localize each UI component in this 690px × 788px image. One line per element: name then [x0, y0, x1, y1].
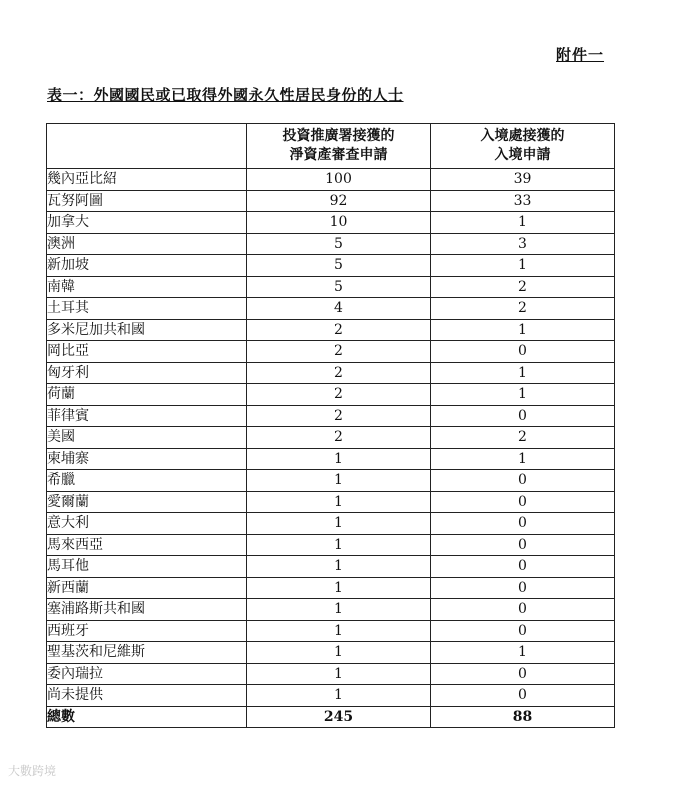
total-investhk: 245	[247, 706, 431, 728]
country-cell: 馬來西亞	[47, 534, 247, 556]
investhk-count-cell: 5	[247, 276, 431, 298]
table-row	[47, 233, 615, 255]
investhk-count-cell: 2	[247, 427, 431, 449]
immd-count-cell: 2	[431, 298, 615, 320]
country-cell: 希臘	[47, 470, 247, 492]
immd-count-cell: 0	[431, 599, 615, 621]
country-cell: 塞浦路斯共和國	[47, 599, 247, 621]
country-cell: 南韓	[47, 276, 247, 298]
immd-count-cell: 1	[431, 642, 615, 664]
total-immd: 88	[431, 706, 615, 728]
country-cell: 新西蘭	[47, 577, 247, 599]
table-row	[47, 556, 615, 578]
country-cell: 多米尼加共和國	[47, 319, 247, 341]
country-cell: 美國	[47, 427, 247, 449]
investhk-count-cell: 1	[247, 685, 431, 707]
country-cell: 尚未提供	[47, 685, 247, 707]
immd-count-cell: 1	[431, 212, 615, 234]
country-cell: 幾內亞比紹	[47, 169, 247, 191]
investhk-count-cell: 1	[247, 491, 431, 513]
country-column-header	[47, 124, 247, 169]
country-cell: 荷蘭	[47, 384, 247, 406]
table-row	[47, 513, 615, 535]
table-row	[47, 470, 615, 492]
table-title: 表一：外國國民或已取得外國永久性居民身份的人士	[47, 86, 404, 104]
immd-count-cell: 33	[431, 190, 615, 212]
immd-count-cell: 1	[431, 448, 615, 470]
table-row	[47, 384, 615, 406]
table-row	[47, 255, 615, 277]
investhk-count-cell: 1	[247, 534, 431, 556]
table-row	[47, 491, 615, 513]
investhk-count-cell: 1	[247, 620, 431, 642]
applications-table	[46, 123, 615, 728]
immd-count-cell: 0	[431, 577, 615, 599]
immd-count-cell: 2	[431, 427, 615, 449]
investhk-applications-header	[247, 124, 431, 169]
table-header-row	[47, 124, 615, 169]
table-row	[47, 448, 615, 470]
immd-count-cell: 1	[431, 319, 615, 341]
immd-count-cell: 0	[431, 620, 615, 642]
investhk-count-cell: 5	[247, 233, 431, 255]
country-cell: 意大利	[47, 513, 247, 535]
investhk-count-cell: 1	[247, 556, 431, 578]
total-label: 總數	[47, 706, 247, 728]
table-row	[47, 169, 615, 191]
investhk-header-line1: 投資推廣署接獲的	[282, 128, 395, 144]
investhk-count-cell: 2	[247, 384, 431, 406]
table-row	[47, 362, 615, 384]
immd-count-cell: 0	[431, 513, 615, 535]
investhk-count-cell: 1	[247, 577, 431, 599]
watermark-logo: 大數跨境	[8, 764, 57, 778]
immd-count-cell: 1	[431, 255, 615, 277]
immd-count-cell: 0	[431, 491, 615, 513]
investhk-count-cell: 1	[247, 513, 431, 535]
country-cell: 澳洲	[47, 233, 247, 255]
table-row	[47, 190, 615, 212]
country-cell: 西班牙	[47, 620, 247, 642]
immd-count-cell: 0	[431, 556, 615, 578]
immd-count-cell: 0	[431, 663, 615, 685]
immd-count-cell: 0	[431, 341, 615, 363]
table-row	[47, 298, 615, 320]
country-cell: 愛爾蘭	[47, 491, 247, 513]
investhk-count-cell: 2	[247, 362, 431, 384]
immd-count-cell: 0	[431, 685, 615, 707]
investhk-count-cell: 4	[247, 298, 431, 320]
table-row	[47, 212, 615, 234]
country-cell: 委內瑞拉	[47, 663, 247, 685]
annex-label: 附件一	[556, 46, 605, 64]
immd-count-cell: 1	[431, 384, 615, 406]
table-row	[47, 276, 615, 298]
immd-applications-header	[431, 124, 615, 169]
country-cell: 新加坡	[47, 255, 247, 277]
table-row	[47, 341, 615, 363]
immd-count-cell: 3	[431, 233, 615, 255]
immd-count-cell: 39	[431, 169, 615, 191]
country-cell: 馬耳他	[47, 556, 247, 578]
investhk-count-cell: 1	[247, 470, 431, 492]
total-row	[47, 706, 615, 728]
investhk-count-cell: 2	[247, 341, 431, 363]
investhk-count-cell: 92	[247, 190, 431, 212]
country-cell: 瓦努阿圖	[47, 190, 247, 212]
investhk-count-cell: 1	[247, 642, 431, 664]
table-row	[47, 663, 615, 685]
investhk-count-cell: 2	[247, 319, 431, 341]
investhk-count-cell: 2	[247, 405, 431, 427]
investhk-count-cell: 1	[247, 448, 431, 470]
country-cell: 岡比亞	[47, 341, 247, 363]
table-row	[47, 620, 615, 642]
country-cell: 土耳其	[47, 298, 247, 320]
investhk-header-line2: 淨資產審查申請	[289, 147, 388, 163]
country-cell: 加拿大	[47, 212, 247, 234]
table-body	[47, 169, 615, 707]
country-cell: 匈牙利	[47, 362, 247, 384]
investhk-count-cell: 1	[247, 663, 431, 685]
investhk-count-cell: 10	[247, 212, 431, 234]
table-row	[47, 534, 615, 556]
table-row	[47, 685, 615, 707]
immd-count-cell: 0	[431, 405, 615, 427]
immd-header-line2: 入境申請	[494, 147, 551, 163]
table-row	[47, 405, 615, 427]
country-cell: 菲律賓	[47, 405, 247, 427]
country-cell: 聖基茨和尼維斯	[47, 642, 247, 664]
table-row	[47, 577, 615, 599]
investhk-count-cell: 100	[247, 169, 431, 191]
immd-count-cell: 1	[431, 362, 615, 384]
immd-count-cell: 0	[431, 534, 615, 556]
country-cell: 柬埔寨	[47, 448, 247, 470]
table-row	[47, 599, 615, 621]
immd-count-cell: 0	[431, 470, 615, 492]
table-row	[47, 642, 615, 664]
immd-count-cell: 2	[431, 276, 615, 298]
table-row	[47, 427, 615, 449]
table-row	[47, 319, 615, 341]
investhk-count-cell: 1	[247, 599, 431, 621]
immd-header-line1: 入境處接獲的	[480, 128, 565, 144]
investhk-count-cell: 5	[247, 255, 431, 277]
